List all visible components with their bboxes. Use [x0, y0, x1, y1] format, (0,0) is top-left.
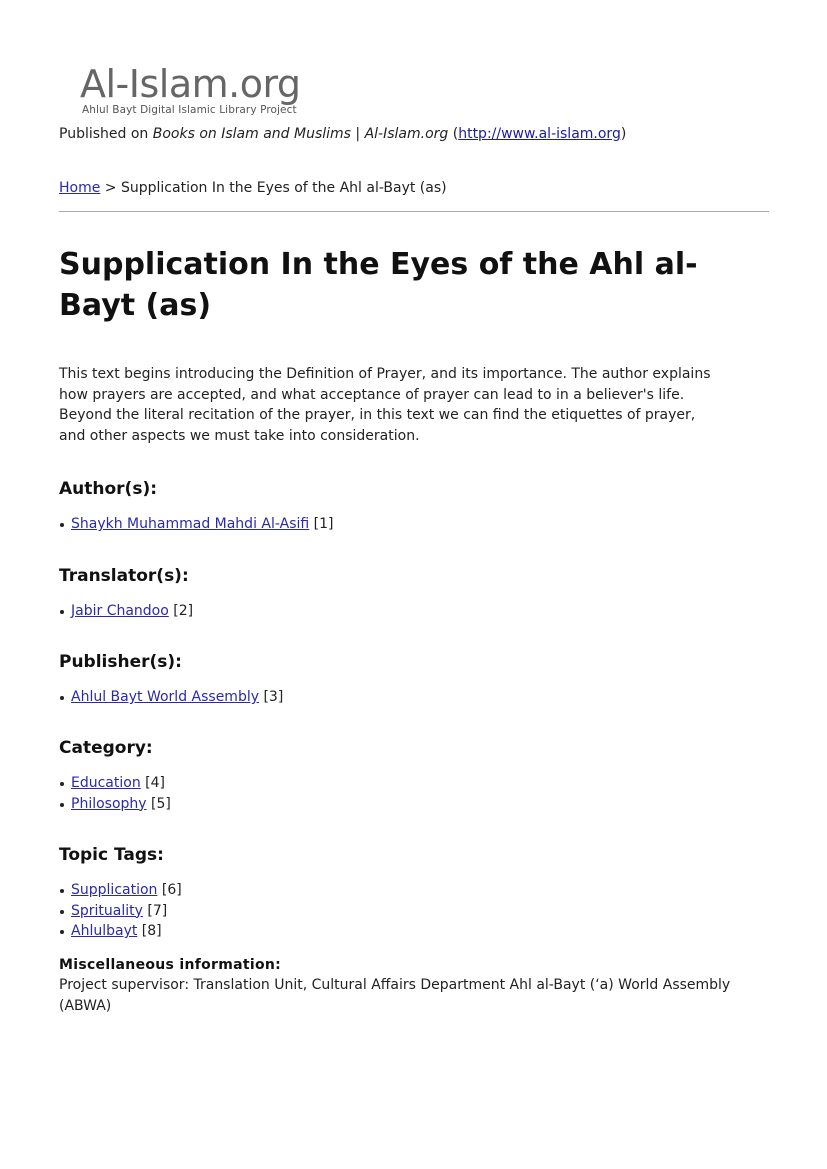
category-section [59, 737, 759, 814]
list-item [59, 921, 759, 942]
tag-link-ahlulbayt[interactable]: Ahlulbayt [71, 923, 138, 939]
breadcrumb [59, 179, 779, 197]
list-item [59, 880, 759, 901]
translators-heading: Translator(s): [59, 566, 189, 586]
published-on-line: Published on Books on Islam and Muslims | Al-Islam.org (http://www.al-islam.org) [59, 126, 627, 142]
translator-link[interactable]: Jabir Chandoo [71, 603, 169, 619]
site-logo[interactable] [80, 62, 320, 118]
breadcrumb-current: Supplication In the Eyes of the Ahl al-Bayt (as) [120, 180, 447, 196]
logo-wordmark: Al-Islam.org [80, 62, 301, 106]
category-heading: Category: [59, 738, 153, 758]
reference-number: [7] [147, 902, 168, 919]
breadcrumb-home-link[interactable]: Home [59, 180, 101, 196]
translators-section [59, 565, 759, 622]
publishers-heading: Publisher(s): [59, 652, 182, 672]
header-divider [59, 211, 769, 212]
topic-tags-list [59, 880, 759, 942]
publisher-link[interactable]: Ahlul Bayt World Assembly [71, 689, 260, 705]
authors-heading: Author(s): [59, 479, 158, 499]
published-prefix: Published on [59, 126, 153, 142]
list-item [59, 773, 759, 794]
list-item [59, 601, 759, 622]
topic-tags-heading: Topic Tags: [59, 845, 164, 865]
reference-number: [3] [263, 689, 284, 705]
publishers-section [59, 651, 759, 708]
publishers-list [59, 687, 759, 708]
logo-tagline: Ahlul Bayt Digital Islamic Library Project [82, 104, 297, 116]
miscellaneous-text: Project supervisor: Translation Unit, Cultural Affairs Department Ahl al-Bayt (‘a) World Assembly (ABWA) [59, 977, 731, 1014]
authors-list [59, 514, 759, 535]
reference-number: [8] [141, 923, 162, 939]
miscellaneous-heading: Miscellaneous information: [59, 957, 282, 973]
category-list [59, 773, 759, 814]
author-link[interactable]: Shaykh Muhammad Mahdi Al-Asifi [71, 516, 310, 532]
topic-tags-section [59, 844, 759, 942]
list-item [59, 514, 759, 535]
site-url-link[interactable]: http://www.al-islam.org [458, 126, 621, 142]
miscellaneous-section [59, 956, 759, 1016]
list-item [59, 901, 759, 922]
published-site-name: Books on Islam and Muslims | Al-Islam.org [152, 126, 449, 142]
authors-section [59, 478, 759, 535]
reference-number: [2] [173, 603, 194, 619]
tag-link-sprituality[interactable]: Sprituality [71, 902, 143, 919]
reference-number: [6] [161, 882, 182, 898]
category-link-education[interactable]: Education [71, 775, 141, 791]
category-link-philosophy[interactable]: Philosophy [71, 795, 147, 812]
tag-link-supplication[interactable]: Supplication [71, 882, 158, 898]
list-item [59, 687, 759, 708]
translators-list [59, 601, 759, 622]
page-title: Supplication In the Eyes of the Ahl al-Bayt (as) [59, 247, 698, 323]
breadcrumb-separator: > [100, 180, 121, 196]
reference-number: [4] [145, 775, 165, 791]
reference-number: [5] [151, 795, 171, 812]
reference-number: [1] [313, 516, 334, 532]
book-description: This text begins introducing the Definition of Prayer, and its importance. The author explains how prayers are accepted, and what acceptance of prayer can lead to in a believer's life. Beyond the literal recitation of the prayer, in this text we can find the etiquettes of prayer, and other aspects we must take into consideration. [59, 366, 711, 444]
list-item [59, 794, 759, 815]
